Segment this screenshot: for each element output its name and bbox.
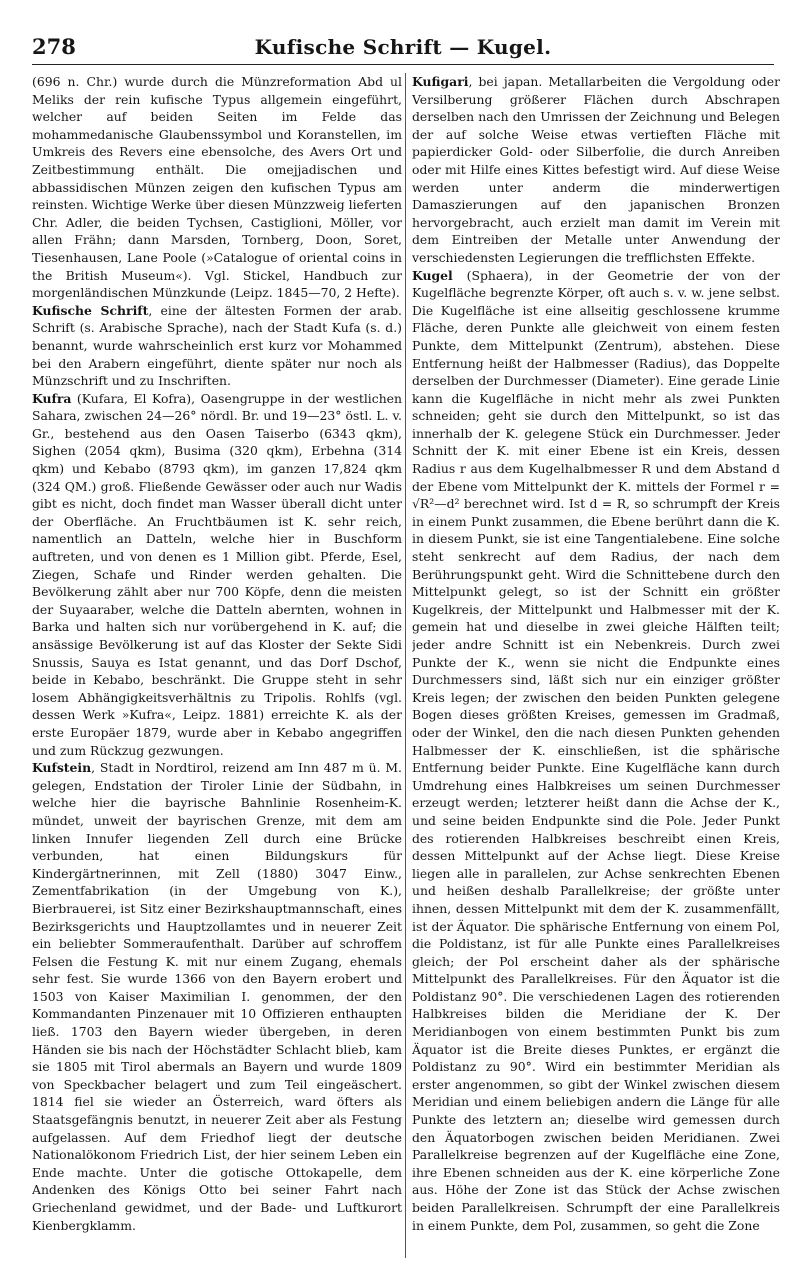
entry-paragraph bbox=[412, 267, 780, 1235]
right-column bbox=[412, 73, 780, 1263]
entry-text: (Sphaera), in der Geometrie der von der Kugelfläche begrenzte Körper, oft auch s. v. w. jene selbst. Die Kugelfläche ist eine allseitig geschlossene krumme Fläche, deren Punkte alle gleichweit von einem festen Punkte, dem Mittelpunkt (Zentrum), abstehen. Diese Entfernung heißt der Halbmesser (Radius), das Doppelte derselben der Durchmesser (Diameter). Eine gerade Linie kann die Kugelfläche in nicht mehr als zwei Punkten schneiden; geht sie durch den Mittelpunkt, so ist das innerhalb der K. gelegene Stück ein Durchmesser. Jeder Schnitt der K. mit einer Ebene ist ein Kreis, dessen Radius r aus dem Kugelhalbmesser R und dem Abstand d der Ebene vom Mittelpunkt der K. mittels der Formel r = √R²—d² berechnet wird. Ist d = R, so schrumpft der Kreis in einem Punkt zusammen, die Ebene berührt dann die K. in diesem Punkt, sie ist eine Tangentialebene. Eine solche steht senkrecht auf dem Radius, der nach dem Berührungspunkt geht. Wird die Schnittebene durch den Mittelpunkt gelegt, so ist der Schnitt ein größter Kugelkreis, der Mittelpunkt und Halbmesser mit der K. gemein hat und dieselbe in zwei gleiche Hälften teilt; jeder andre Schnitt ist ein Nebenkreis. Durch zwei Punkte der K., wenn sie nicht die Endpunkte eines Durchmessers sind, läßt sich nur ein einziger größter Kreis legen; der zwischen den beiden Punkten gelegene Bogen dieses größten Kreises, gemessen im Gradmaß, oder der Winkel, den die nach diesen Punkten gehenden Halbmesser der K. einschließen, ist die sphärische Entfernung beider Punkte. Eine Kugelfläche kann durch Umdrehung eines Halbkreises um seinen Durchmesser erzeugt werden; letzterer heißt dann die Achse der K., und seine beiden Endpunkte sind die Pole. Jeder Punkt des rotierenden Halbkreises beschreibt einen Kreis, dessen Mittelpunkt auf der Achse liegt. Diese Kreise liegen alle in parallelen, zur Achse senkrechten Ebenen und heißen deshalb Parallelkreise; der größte unter ihnen, dessen Mittelpunkt mit dem der K. zusammenfällt, ist der Äquator. Die sphärische Entfernung von einem Pol, die Poldistanz, ist für alle Punkte eines Parallelkreises gleich; der Pol erscheint daher als der sphärische Mittelpunkt des Parallelkreises. Für den Äquator ist die Poldistanz 90°. Die verschiedenen Lagen des rotierenden Halbkreises bilden die Meridiane der K. Der Meridianbogen von einem bestimmten Punkt bis zum Äquator ist die Breite dieses Punktes, er ergänzt die Poldistanz zu 90°. Wird ein bestimmter Meridian als erster angenommen, so gibt der Winkel zwischen diesem Meridian und einem beliebigen andern die Länge für alle Punkte des letztern an; dieselbe wird gemessen durch den Äquatorbogen zwischen beiden Meridianen. Zwei Parallelkreise begrenzen auf der Kugelfläche eine Zone, ihre Ebenen schneiden aus der K. eine körperliche Zone aus. Höhe der Zone ist das Stück der Achse zwischen beiden Parallelkreisen. Schrumpft der eine Parallelkreis in einem Punkte, dem Pol, zusammen, so geht die Zone bbox=[412, 267, 780, 1233]
running-title: Kufische Schrift — Kugel. bbox=[254, 35, 552, 59]
entry-paragraph bbox=[32, 390, 402, 759]
column-divider bbox=[405, 73, 406, 1258]
entry-text: , Stadt in Nordtirol, reizend am Inn 487 m ü. M. gelegen, Endstation der Tiroler Linie der Südbahn, in welche hier die bayrische Bahnlinie Rosenheim-K. mündet, unweit der bayrischen Grenze, mit dem am linken Innufer liegenden Zell durch eine Brücke verbunden, hat einen Bildungskurs für Kindergärtnerinnen, mit Zell (1880) 3047 Einw., Zementfabrikation (in der Umgebung von K.), Bierbrauerei, ist Sitz einer Bezirkshauptmannschaft, eines Bezirksgerichts und Hauptzollamtes und in neuerer Zeit ein beliebter Sommeraufenthalt. Darüber auf schroffem Felsen die Festung K. mit nur einem Zugang, ehemals sehr fest. Sie wurde 1366 von den Bayern erobert und 1503 von Kaiser Maximilian I. genommen, der den Kommandanten Pinzenauer mit 10 Offizieren enthaupten ließ. 1703 den Bayern wieder übergeben, in deren Händen sie bis nach der Höchstädter Schlacht blieb, kam sie 1805 mit Tirol abermals an Bayern und wurde 1809 von Speckbacher belagert und zum Teil eingeäschert. 1814 fiel sie wieder an Österreich, ward öfters als Staatsgefängnis benutzt, in neuerer Zeit aber als Festung aufgelassen. Auf dem Friedhof liegt der deutsche Nationalökonom Friedrich List, der hier seinem Leben ein Ende machte. Unter die gotische Ottokapelle, dem Andenken des Königs Otto bei seiner Fahrt nach Griechenland gewidmet, und der Bade- und Luftkurort Kienbergklamm. bbox=[32, 760, 402, 1233]
page-header bbox=[32, 30, 774, 65]
entry-headword: Kugel bbox=[412, 267, 453, 283]
entry-text: , eine der ältesten Formen der arab. Schrift (s. Arabische Sprache), nach der Stadt Kufa (s. d.) benannt, wurde wahrscheinlich erst kurz vor Mohammed bei den Arabern eingeführt, diente später nur noch als Münzschrift und zu Inschriften. bbox=[32, 302, 402, 389]
entry-paragraph bbox=[32, 73, 402, 302]
entry-text: (696 n. Chr.) wurde durch die Münzreformation Abd ul Meliks der rein kufische Typus allgemein eingeführt, welcher auf beiden Seiten im Felde das mohammedanische Glaubenssymbol und Koranstellen, im Umkreis des Revers eine ebensolche, des Avers Ort und Zeitbestimmung enthält. Die omejjadischen und abbassidischen Münzen zeigen den kufischen Typus am reinsten. Wichtige Werke über diesen Münzzweig lieferten Chr. Adler, die beiden Tychsen, Castiglioni, Möller, vor allen Frähn; dann Marsden, Tornberg, Doon, Soret, Tiesenhausen, Lane Poole (»Catalogue of oriental coins in the British Museum«). Vgl. Stickel, Handbuch zur morgenländischen Münzkunde (Leipz. 1845—70, 2 Hefte). bbox=[32, 74, 402, 301]
entry-text: (Kufara, El Kofra), Oasengruppe in der westlichen Sahara, zwischen 24—26° nördl. Br. und 19—23° östl. L. v. Gr., bestehend aus den Oasen Taiserbo (6343 qkm), Sighen (2054 qkm), Busima (320 qkm), Erbehna (314 qkm) und Kebabo (8793 qkm), im ganzen 17,824 qkm (324 QM.) groß. Fließende Gewässer oder auch nur Wadis gibt es nicht, doch findet man Wasser überall dicht unter der Oberfläche. An Fruchtbäumen ist K. sehr reich, namentlich an Datteln, welche hier in Buschform auftreten, und von denen es 1 Million gibt. Pferde, Esel, Ziegen, Schafe und Rinder werden gehalten. Die Bevölkerung zählt aber nur 700 Köpfe, denn die meisten der Suyaaraber, welche die Datteln abernten, wohnen in Barka und halten sich nur vorübergehend in K. auf; die ansässige Bevölkerung ist auf das Kloster der Sekte Sidi Snussis, Sauya es Istat genannt, und das Dorf Dschof, beide in Kebabo, beschränkt. Die Gruppe steht in sehr losem Abhängigkeitsverhältnis zu Tripolis. Rohlfs (vgl. dessen Werk »Kufra«, Leipz. 1881) erreichte K. als der erste Europäer 1879, wurde aber in Kebabo angegriffen und zum Rückzug gezwungen. bbox=[32, 390, 402, 758]
entry-text: , bei japan. Metallarbeiten die Vergoldung oder Versilberung größerer Flächen durch Abschrapen derselben nach den Umrissen der Zeichnung und Belegen der auf solche Weise etwas vertieften Fläche mit papierdicker Gold- oder Silberfolie, die durch Anreiben oder mit Hilfe eines Kittes befestigt wird. Auf diese Weise werden unter anderm die minderwertigen Damaszierungen auf den japanischen Bronzen hervorgebracht, auch erzielt man damit im Verein mit dem Eintreiben der Metalle unter Anwendung der verschiedensten Legierungen die trefflichsten Effekte. bbox=[412, 74, 780, 265]
entry-headword: Kufra bbox=[32, 390, 72, 406]
entry-paragraph bbox=[412, 73, 780, 267]
page-number: 278 bbox=[32, 34, 76, 59]
entry-headword: Kufische Schrift bbox=[32, 302, 149, 318]
entry-headword: Kufstein bbox=[32, 760, 92, 776]
entry-paragraph bbox=[32, 302, 402, 390]
entry-paragraph bbox=[32, 759, 402, 1234]
entry-headword: Kufigari bbox=[412, 74, 469, 89]
left-column bbox=[32, 73, 402, 1263]
